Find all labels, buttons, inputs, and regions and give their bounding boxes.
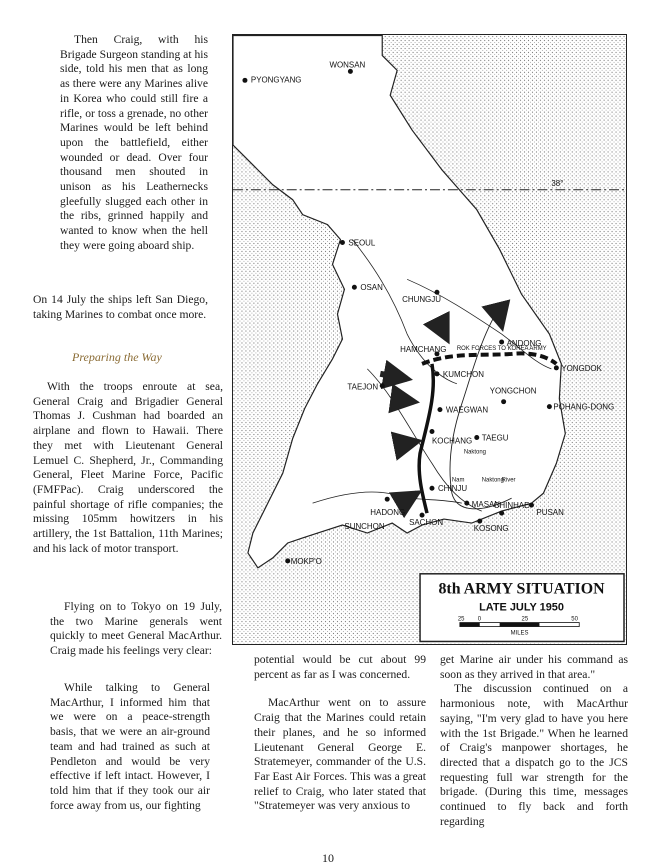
column3-paragraph-2: The discussion continued on a harmonious note, with MacArthur saying, "I'm very glad to have you here with the 1st Brigade." When he learned of Craig's manpower shortages, he directed that a dispatch go to the JCS requesting full war strength for the brigade. (During this time, messages continued to fly back and forth regarding xyxy=(440,682,628,828)
label-chungju: CHUNGJU xyxy=(402,295,441,305)
label-yongdok: YONGDOK xyxy=(561,363,602,373)
column1-paragraph-1: Then Craig, with his Brigade Surgeon standing at his side, told his men that as long as there were any Marines alive in Korea who could still fire a rifle, or toss a grenade, no other Marines would be left behind upon the battlefield, either wounded or dead. Over four thousand men shouted in unison as his Leathernecks gleefully slugged each other in the ribs, grinned happily and wanted to know when the hell they were going aboard ship. xyxy=(60,33,208,252)
label-andong: ANDONG xyxy=(506,338,542,348)
column1-paragraph-4: Flying on to Tokyo on 19 July, the two Marine generals went quickly to meet General MacArthur. Craig made his feelings very clear: xyxy=(50,600,222,658)
column1-paragraph-2: On 14 July the ships left San Diego, taking Marines to combat once more. xyxy=(33,293,208,321)
label-kosong: KOSONG xyxy=(473,524,509,534)
label-nam: Nam xyxy=(451,477,465,484)
scale-tick-3: 25 xyxy=(521,616,529,623)
label-mokpo: MOKP'O xyxy=(290,556,322,566)
label-chinju: CHINJU xyxy=(437,484,468,494)
label-naktong-1: Naktong xyxy=(463,449,487,456)
label-osan: OSAN xyxy=(360,283,383,293)
arrow-5 xyxy=(397,441,417,445)
column1-paragraph-3: With the troops enroute at sea, General Craig and Brigadier General Thomas J. Cushman had boarded an airplane and flown to Hawaii. There they met with Lieutenant General Lemuel C. Shepherd, Jr., Commanding General, Fleet Marine Force, Pacific (FMFPac). Craig underscored the painful shortage of rifle companies; the missing 105mm howitzers in his artillery, the 1st Battalion, 11th Marines; and his lack of motor transport. xyxy=(33,380,223,555)
korea-situation-map xyxy=(232,34,627,645)
label-kochang: KOCHANG xyxy=(431,436,473,446)
quote-block: While talking to General MacArthur, I informed him that we were on a peace-strength basis, that we were an air-ground team and had trained as such at Pendleton and would be very effective if left intact. However, I told him that if they took our air force away from us, our fighting xyxy=(50,681,210,812)
label-wonsan: WONSAN xyxy=(329,60,366,70)
label-pyongyang: PYONGYANG xyxy=(250,75,302,85)
column2-paragraph-2: MacArthur went on to assure Craig that the Marines could retain their planes, and he so informed Lieutenant General George E. Stratemeyer, commander of the U.S. Far East Air Forces. This was a great relief to Craig, who later stated that "Stratemeyer was very anxious to xyxy=(254,696,426,813)
column3-paragraph-1: get Marine air under his command as soon as they arrived in that area." xyxy=(440,653,628,681)
label-pusan: PUSAN xyxy=(536,508,564,518)
label-sunchon: SUNCHON xyxy=(344,522,385,532)
label-hamchang: HAMCHANG xyxy=(400,344,447,354)
label-parallel: 38° xyxy=(551,178,564,188)
label-kumchon: KUMCHON xyxy=(442,369,484,379)
scale-tick-4: 50 xyxy=(571,616,578,623)
label-taejon: TAEJON xyxy=(347,382,379,392)
label-taegu: TAEGU xyxy=(481,433,509,443)
map-subtitle: LATE JULY 1950 xyxy=(479,601,564,614)
column2 xyxy=(254,653,426,814)
label-pohang: POHANG-DONG xyxy=(553,402,615,412)
label-seoul: SEOUL xyxy=(348,238,376,248)
arrow-4 xyxy=(392,399,414,402)
map-title: 8th ARMY SITUATION xyxy=(438,580,605,598)
column2-paragraph-1: potential would be cut about 99 percent as far as I was concerned. xyxy=(254,653,426,681)
page-number: 10 xyxy=(322,851,334,865)
label-naktong-2: Naktong xyxy=(481,477,504,484)
scale-tick-2: 0 xyxy=(477,616,482,623)
column3 xyxy=(440,653,628,829)
label-waegwan: WAEGWAN xyxy=(445,405,489,415)
label-line: ROK FORCES TO KOREA ARMY xyxy=(456,345,547,352)
subheading: Preparing the Way xyxy=(72,350,162,364)
scale-unit: MILES xyxy=(510,630,529,637)
scale-tick-1: 25 xyxy=(457,616,465,623)
label-masan: MASAN xyxy=(471,500,501,510)
label-hadong: HADONG xyxy=(370,508,406,518)
label-yongchon: YONGCHON xyxy=(489,386,537,396)
label-river: River xyxy=(501,477,516,484)
label-chinhae: CHINHAE xyxy=(493,501,530,511)
label-sachon: SACHON xyxy=(409,518,444,528)
